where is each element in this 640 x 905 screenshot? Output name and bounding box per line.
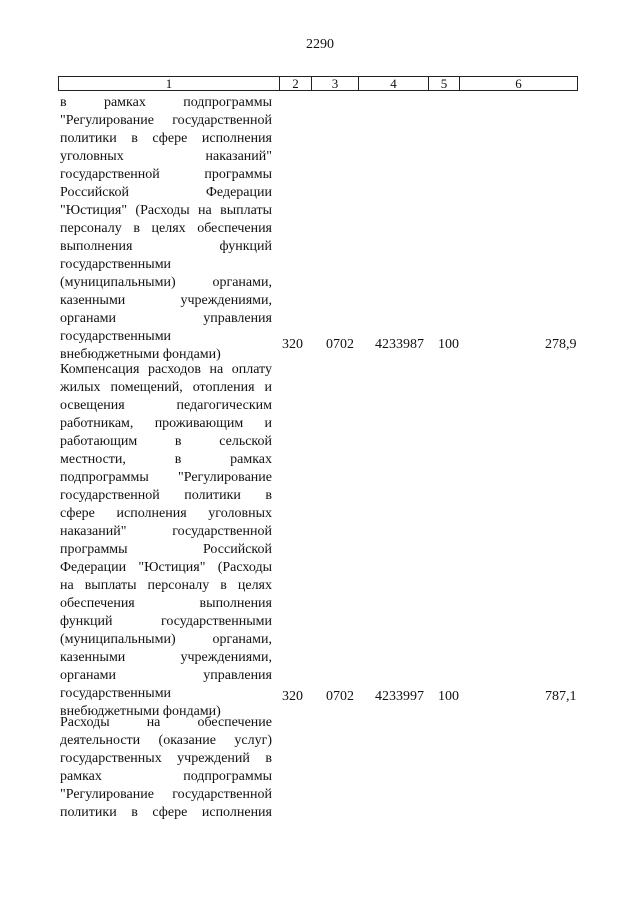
description-line: "Регулирование государственной — [60, 787, 272, 802]
description-line: казенными учреждениями, — [60, 650, 272, 665]
description-line: государственной политики в — [60, 488, 272, 503]
description-line: Компенсация расходов на оплату — [60, 362, 272, 377]
col-6-value: 787,1 — [545, 689, 577, 704]
description-line: подпрограммы "Регулирование — [60, 470, 272, 485]
description-line: функций государственными — [60, 614, 272, 629]
description-line: Федерации "Юстиция" (Расходы — [60, 560, 272, 575]
description-line: (муниципальными) органами, — [60, 275, 272, 290]
description-line: работникам, проживающим и — [60, 416, 272, 431]
header-col-6: 6 — [515, 76, 522, 91]
description-line: "Регулирование государственной — [60, 113, 272, 128]
description-line: жилых помещений, отопления и — [60, 380, 272, 395]
description-line: Российской Федерации — [60, 185, 272, 200]
col-4-value: 4233987 — [375, 337, 424, 352]
description-line: органами управления — [60, 311, 272, 326]
col-5-value: 100 — [438, 689, 459, 704]
header-col-5: 5 — [429, 77, 460, 90]
description-line: местности, в рамках — [60, 452, 272, 467]
description-line: государственными — [60, 257, 172, 272]
description-line: работающим в сельской — [60, 434, 272, 449]
description-line: государственными — [60, 686, 172, 701]
description-line: деятельности (оказание услуг) — [60, 733, 272, 748]
description-line: персоналу в целях обеспечения — [60, 221, 272, 236]
description-line: освещения педагогическим — [60, 398, 272, 413]
description-line: политики в сфере исполнения — [60, 805, 272, 820]
description-line: внебюджетными фондами) — [60, 704, 221, 719]
description-line: рамках подпрограммы — [60, 769, 272, 784]
description-line: наказаний" государственной — [60, 524, 272, 539]
page-number: 2290 — [306, 37, 334, 52]
description-line: "Юстиция" (Расходы на выплаты — [60, 203, 272, 218]
description-line: в рамках подпрограммы — [60, 95, 272, 110]
header-col-4: 4 — [359, 77, 429, 90]
col-5-value: 100 — [438, 337, 459, 352]
description-line: политики в сфере исполнения — [60, 131, 272, 146]
row-description — [60, 94, 272, 364]
description-line: на выплаты персоналу в целях — [60, 578, 272, 593]
description-line: программы Российской — [60, 542, 272, 557]
header-col-1: 1 — [59, 77, 280, 90]
description-line: казенными учреждениями, — [60, 293, 272, 308]
col-6-value: 278,9 — [545, 337, 577, 352]
description-line: органами управления — [60, 668, 272, 683]
header-col-3: 3 — [312, 77, 359, 90]
description-line: государственными — [60, 329, 172, 344]
row-description — [60, 714, 272, 822]
header-col-2: 2 — [280, 77, 312, 90]
col-3-value: 0702 — [326, 689, 354, 704]
description-line: внебюджетными фондами) — [60, 347, 221, 362]
table-header-row — [58, 76, 578, 91]
description-line: сфере исполнения уголовных — [60, 506, 272, 521]
description-line: обеспечения выполнения — [60, 596, 272, 611]
col-4-value: 4233997 — [375, 689, 424, 704]
description-line: Расходы на обеспечение — [60, 715, 272, 730]
col-3-value: 0702 — [326, 337, 354, 352]
description-line: (муниципальными) органами, — [60, 632, 272, 647]
col-2-value: 320 — [282, 689, 303, 704]
description-line: государственных учреждений в — [60, 751, 272, 766]
row-description — [60, 361, 272, 721]
description-line: государственной программы — [60, 167, 272, 182]
col-2-value: 320 — [282, 337, 303, 352]
description-line: уголовных наказаний" — [60, 149, 272, 164]
description-line: выполнения функций — [60, 239, 272, 254]
